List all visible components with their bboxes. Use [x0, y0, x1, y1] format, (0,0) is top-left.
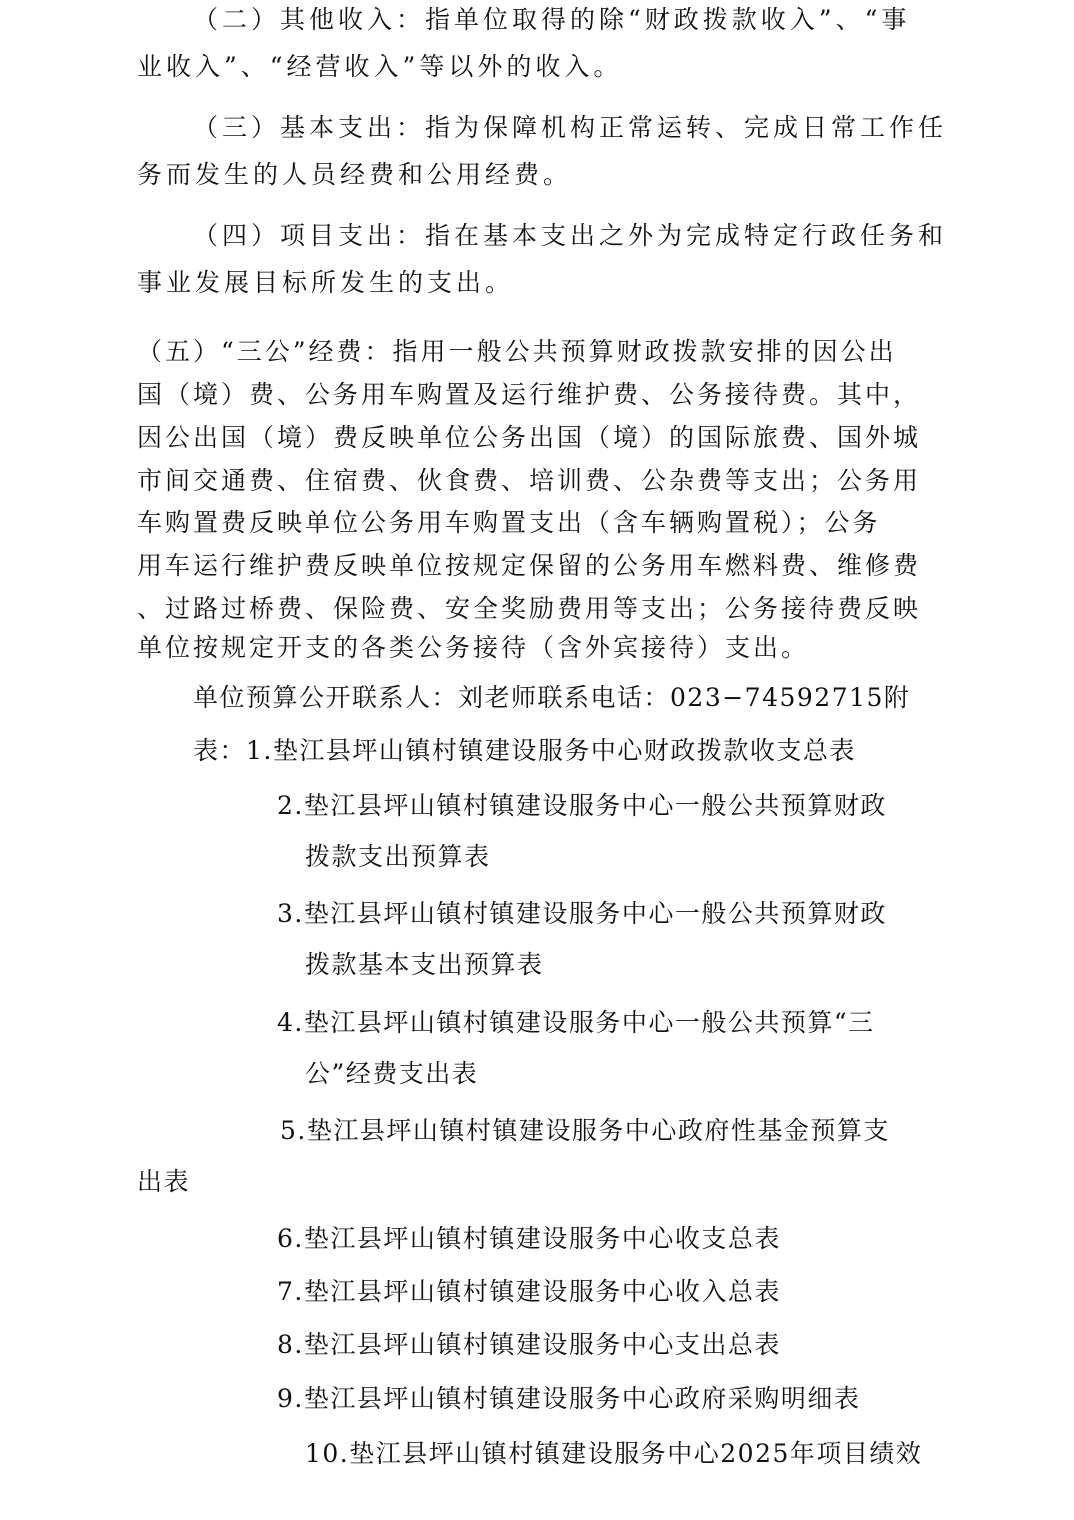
attachment-item-1: 表：1.垫江县坪山镇村镇建设服务中心财政拨款收支总表	[193, 736, 856, 765]
three-public-line-1: （五）“三公”经费：指用一般公共预算财政拨款安排的因公出	[137, 337, 897, 366]
other-income-line-1: （二）其他收入：指单位取得的除“财政拨款收入”、“事	[193, 5, 911, 34]
three-public-line-3: 因公出国（境）费反映单位公务出国（境）的国际旅费、国外城	[137, 423, 922, 452]
attachment-item-8: 8.垫江县坪山镇村镇建设服务中心支出总表	[277, 1330, 781, 1359]
contact-line: 单位预算公开联系人：刘老师联系电话：023−74592715附	[193, 683, 911, 712]
three-public-line-7: 、过路过桥费、保险费、安全奖励费用等支出；公务接待费反映	[137, 594, 922, 623]
basic-expense-line-2: 务而发生的人员经费和公用经费。	[137, 160, 573, 189]
attachment-item-4-line-1: 4.垫江县坪山镇村镇建设服务中心一般公共预算“三	[277, 1008, 875, 1037]
attachment-item-5-line-2: 出表	[137, 1167, 191, 1196]
attachment-item-2-line-1: 2.垫江县坪山镇村镇建设服务中心一般公共预算财政	[277, 791, 887, 820]
three-public-line-2: 国（境）费、公务用车购置及运行维护费、公务接待费。其中，	[137, 380, 922, 409]
attachment-item-2-line-2: 拨款支出预算表	[305, 842, 491, 871]
attachment-item-7: 7.垫江县坪山镇村镇建设服务中心收入总表	[277, 1277, 781, 1306]
attachment-item-10: 10.垫江县坪山镇村镇建设服务中心2025年项目绩效	[305, 1439, 923, 1468]
attachment-item-4-line-2: 公”经费支出表	[305, 1059, 479, 1088]
project-expense-line-2: 事业发展目标所发生的支出。	[137, 268, 515, 297]
attachment-item-5-line-1: 5.垫江县坪山镇村镇建设服务中心政府性基金预算支	[280, 1116, 890, 1145]
three-public-line-8: 单位按规定开支的各类公务接待（含外宾接待）支出。	[137, 633, 810, 662]
attachment-item-3-line-1: 3.垫江县坪山镇村镇建设服务中心一般公共预算财政	[277, 899, 887, 928]
other-income-line-2: 业收入”、“经营收入”等以外的收入。	[137, 52, 623, 81]
three-public-line-6: 用车运行维护费反映单位按规定保留的公务用车燃料费、维修费	[137, 551, 922, 580]
three-public-line-4: 市间交通费、住宿费、伙食费、培训费、公杂费等支出；公务用	[137, 466, 922, 495]
attachment-item-3-line-2: 拨款基本支出预算表	[305, 950, 544, 979]
project-expense-line-1: （四）项目支出：指在基本支出之外为完成特定行政任务和	[193, 221, 948, 250]
attachment-item-6: 6.垫江县坪山镇村镇建设服务中心收支总表	[277, 1224, 781, 1253]
basic-expense-line-1: （三）基本支出：指为保障机构正常运转、完成日常工作任	[193, 113, 948, 142]
attachment-item-9: 9.垫江县坪山镇村镇建设服务中心政府采购明细表	[277, 1384, 861, 1413]
three-public-line-5: 车购置费反映单位公务用车购置支出（含车辆购置税）；公务	[137, 508, 881, 537]
